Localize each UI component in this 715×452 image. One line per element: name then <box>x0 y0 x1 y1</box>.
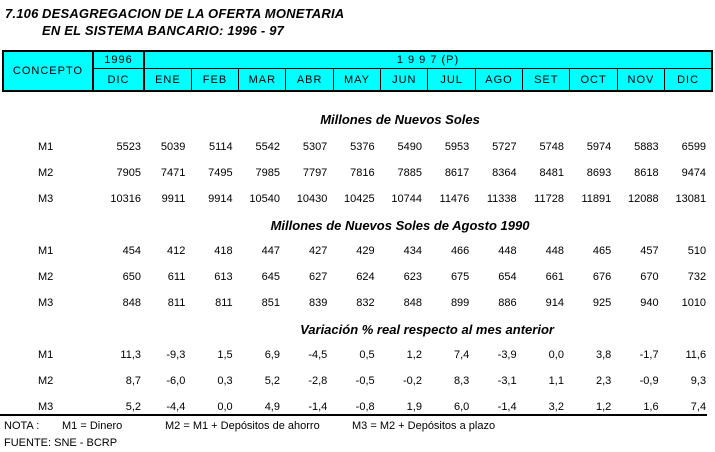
data-cell: 811 <box>215 297 233 309</box>
data-cell: 510 <box>687 245 707 257</box>
data-cell: 447 <box>261 245 280 257</box>
data-cell: 839 <box>308 297 328 309</box>
section-title-cell <box>2 212 711 238</box>
data-cell: 732 <box>687 271 707 283</box>
data-cell: 0,0 <box>217 401 233 413</box>
data-row <box>2 342 711 368</box>
source-note: FUENTE: SNE - BCRP <box>4 437 118 449</box>
data-cell: 448 <box>498 245 517 257</box>
data-cell: 412 <box>166 245 186 257</box>
data-cell: 5542 <box>255 141 280 153</box>
data-cell: 8,3 <box>454 375 470 387</box>
data-cell: 11,6 <box>685 349 707 361</box>
data-cell: 1,5 <box>217 349 233 361</box>
header-month-set-9: SET <box>523 69 570 92</box>
data-cell: 848 <box>403 297 422 309</box>
data-cell: 0,5 <box>359 349 375 361</box>
data-cell: 0,3 <box>217 375 233 387</box>
data-cell-1996-dic: 10316 <box>110 193 141 205</box>
data-cell: 925 <box>592 297 612 309</box>
data-cell: 9474 <box>681 167 707 179</box>
data-cell: -0,8 <box>355 401 375 413</box>
data-row <box>2 368 711 394</box>
data-cell: 899 <box>450 297 470 309</box>
data-cell: 7,4 <box>454 349 470 361</box>
data-cell: 7,4 <box>690 401 707 413</box>
data-cell: 5490 <box>397 141 422 153</box>
section-title-row <box>2 91 711 134</box>
data-cell: 11728 <box>534 193 564 205</box>
data-cell: 1,6 <box>643 401 659 413</box>
data-cell: -9,3 <box>166 349 186 361</box>
data-cell: 8364 <box>492 167 517 179</box>
doc-title-text: DESAGREGACION DE LA OFERTA MONETARIA <box>42 6 345 21</box>
data-cell: -0,9 <box>639 375 659 387</box>
data-cell: 7471 <box>160 167 186 179</box>
data-cell: -2,8 <box>308 375 328 387</box>
data-cell: 661 <box>545 271 564 283</box>
data-cell: 1,2 <box>595 401 612 413</box>
data-cell: 5307 <box>302 141 328 153</box>
data-cell: 11476 <box>439 193 470 205</box>
data-cell: 8693 <box>586 167 612 179</box>
data-cell: -0,2 <box>403 375 422 387</box>
data-cell: 5748 <box>539 141 564 153</box>
data-cell: 9914 <box>208 193 233 205</box>
data-cell: 7495 <box>208 167 233 179</box>
data-cell: 8481 <box>539 167 564 179</box>
row-label: M1 <box>38 141 54 153</box>
data-cell: 13081 <box>675 193 707 205</box>
data-cell: 448 <box>545 245 564 257</box>
header-year-1996: 1996 <box>93 51 144 69</box>
data-row <box>2 290 711 316</box>
header-month-ene-1: ENE <box>144 69 191 92</box>
data-cell: 6599 <box>681 141 707 153</box>
data-cell-1996-dic: 8,7 <box>125 375 141 387</box>
header-month-ago-8: AGO <box>475 69 522 92</box>
data-cell: 5114 <box>209 141 233 153</box>
data-cell: -6,0 <box>166 375 186 387</box>
data-cell: 0,0 <box>548 349 564 361</box>
data-cell-1996-dic: 7905 <box>116 167 141 179</box>
data-cell: -3,1 <box>497 375 517 387</box>
footnote-row <box>0 420 715 432</box>
data-cell: 457 <box>640 245 659 257</box>
data-cell: 418 <box>214 245 233 257</box>
data-cell: 851 <box>261 297 280 309</box>
header-month-mar-3: MAR <box>239 69 286 92</box>
data-cell-1996-dic: 454 <box>122 245 141 257</box>
data-cell: 1010 <box>681 297 707 309</box>
data-cell: 9911 <box>161 193 186 205</box>
data-cell: 676 <box>592 271 612 283</box>
data-cell: 611 <box>167 271 186 283</box>
data-cell: 6,9 <box>264 349 280 361</box>
data-cell: -0,5 <box>355 375 375 387</box>
data-cell: 4,9 <box>264 401 280 413</box>
data-cell: 434 <box>403 245 422 257</box>
data-cell: 10744 <box>391 193 422 205</box>
doc-title-line2: EN EL SISTEMA BANCARIO: 1996 - 97 <box>42 23 285 38</box>
nota-label: NOTA : <box>4 420 40 432</box>
section-title-cell <box>2 91 711 134</box>
data-row <box>2 134 711 160</box>
section-title-cell <box>2 316 711 342</box>
data-cell-1996-dic: 11,3 <box>120 349 141 361</box>
row-label: M1 <box>38 245 54 257</box>
data-cell: 811 <box>167 297 186 309</box>
table-number: 7.106 <box>5 6 39 21</box>
data-cell: 8618 <box>634 167 659 179</box>
data-cell: 10540 <box>249 193 280 205</box>
doc-title <box>5 5 344 39</box>
data-cell: 11338 <box>486 193 517 205</box>
data-cell: 670 <box>640 271 659 283</box>
data-cell: 5,2 <box>264 375 280 387</box>
data-cell: 624 <box>356 271 375 283</box>
footer-divider <box>0 414 707 416</box>
row-label: M2 <box>38 375 54 387</box>
row-label: M3 <box>38 193 54 205</box>
data-row <box>2 186 711 212</box>
header-month-feb-2: FEB <box>191 69 238 92</box>
data-cell: 7797 <box>302 167 328 179</box>
row-label: M3 <box>38 401 54 413</box>
nota-item-m2: M2 = M1 + Depósitos de ahorro <box>165 420 320 432</box>
data-cell: 9,3 <box>690 375 707 387</box>
header-concepto: CONCEPTO <box>3 51 93 91</box>
data-cell: 623 <box>403 271 422 283</box>
section-title: Millones de Nuevos Soles <box>320 112 480 127</box>
data-cell-1996-dic: 5,2 <box>125 401 141 413</box>
data-cell: 654 <box>498 271 517 283</box>
header-month-may-5: MAY <box>333 69 380 92</box>
section-title: Millones de Nuevos Soles de Agosto 1990 <box>270 217 530 233</box>
section-title: Variación % real respecto al mes anterior <box>300 321 554 337</box>
data-cell: -4,5 <box>308 349 328 361</box>
header-year-1997: 1 9 9 7 (P) <box>144 51 712 69</box>
data-cell: 5376 <box>350 141 375 153</box>
column-header-table <box>2 50 713 92</box>
doc-title-line1 <box>5 5 344 22</box>
data-cell: -1,4 <box>308 401 328 413</box>
data-cell: 3,2 <box>548 401 564 413</box>
header-month-jun-6: JUN <box>381 69 428 92</box>
data-cell: 7816 <box>350 167 375 179</box>
data-cell: 8617 <box>444 167 470 179</box>
nota-item-m3: M3 = M2 + Depósitos a plazo <box>352 420 496 432</box>
data-cell: 1,2 <box>406 349 422 361</box>
data-cell: 10430 <box>296 193 328 205</box>
data-table <box>2 91 711 420</box>
data-cell: 613 <box>214 271 233 283</box>
data-cell: 429 <box>356 245 375 257</box>
data-cell: 1,9 <box>406 401 422 413</box>
data-cell: -1,7 <box>639 349 659 361</box>
data-cell: 465 <box>592 245 612 257</box>
data-cell: 6,0 <box>454 401 470 413</box>
data-cell: 832 <box>356 297 375 309</box>
row-label: M2 <box>38 167 54 179</box>
data-cell: 466 <box>450 245 470 257</box>
data-row <box>2 238 711 264</box>
data-cell: 627 <box>308 271 328 283</box>
data-cell-1996-dic: 650 <box>122 271 141 283</box>
header-month-abr-4: ABR <box>286 69 333 92</box>
data-cell: 7985 <box>255 167 280 179</box>
data-cell: 7885 <box>397 167 422 179</box>
data-cell: 914 <box>545 297 564 309</box>
data-cell: 5953 <box>444 141 470 153</box>
data-cell: 5974 <box>586 141 612 153</box>
data-row <box>2 264 711 290</box>
data-cell: 940 <box>640 297 659 309</box>
data-cell: -4,4 <box>166 401 186 413</box>
data-cell-1996-dic: 5523 <box>116 141 141 153</box>
data-cell: 427 <box>308 245 328 257</box>
header-month-jul-7: JUL <box>428 69 475 92</box>
data-row <box>2 160 711 186</box>
header-month-nov-11: NOV <box>617 69 664 92</box>
data-cell: 645 <box>261 271 280 283</box>
header-month-dic-12: DIC <box>665 69 712 92</box>
row-label: M2 <box>38 271 54 283</box>
data-cell: -3,9 <box>497 349 517 361</box>
data-cell: 886 <box>498 297 517 309</box>
nota-item-m1: M1 = Dinero <box>62 420 123 432</box>
data-cell: 11891 <box>581 193 612 205</box>
data-cell: 10425 <box>344 193 375 205</box>
section-title-row <box>2 212 711 238</box>
data-row <box>2 394 711 420</box>
section-title-row <box>2 316 711 342</box>
data-cell: 12088 <box>628 193 659 205</box>
row-label: M1 <box>38 349 54 361</box>
data-cell-1996-dic: 848 <box>122 297 141 309</box>
data-cell: 1,1 <box>548 375 564 387</box>
header-month-oct-10: OCT <box>570 69 617 92</box>
data-cell: 2,3 <box>595 375 612 387</box>
data-cell: 675 <box>450 271 470 283</box>
header-dec-1996: DIC <box>93 69 144 92</box>
data-cell: -1,4 <box>497 401 517 413</box>
data-cell: 3,8 <box>595 349 612 361</box>
data-cell: 5727 <box>492 141 517 153</box>
row-label: M3 <box>38 297 54 309</box>
data-cell: 5039 <box>160 141 186 153</box>
data-cell: 5883 <box>634 141 659 153</box>
